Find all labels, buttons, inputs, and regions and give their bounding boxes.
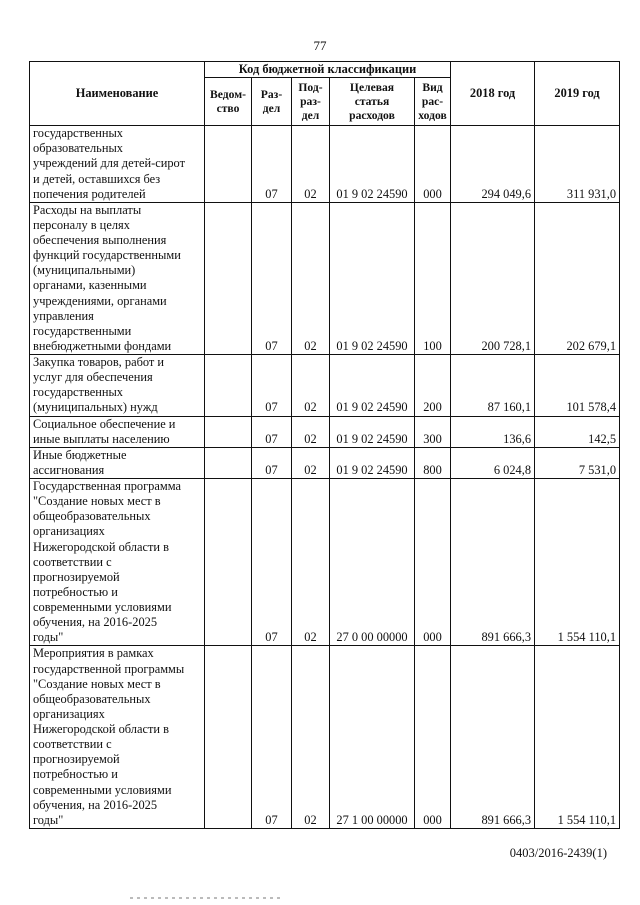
row-celevaya-statya: 01 9 02 24590	[330, 416, 415, 447]
scan-artifact	[130, 897, 280, 899]
row-celevaya-statya: 01 9 02 24590	[330, 126, 415, 203]
row-name: Государственная программа "Создание новых мест в общеобразовательных организациях Нижегородской области в соответствии с прогнозируемой потребностью и современными условиями обучения, на 2016-2025 годы"	[30, 479, 205, 646]
header-vid-rashodov: Вид рас- ходов	[415, 78, 451, 126]
row-amount-2018: 6 024,8	[451, 447, 535, 478]
row-name: Мероприятия в рамках государственной программы "Создание новых мест в общеобразовательных организациях Нижегородской области в соответствии с прогнозируемой потребностью и современными условиями обучения, на 2016-2025 годы"	[30, 646, 205, 829]
row-razdel: 07	[252, 126, 292, 203]
row-razdel: 07	[252, 202, 292, 354]
row-amount-2018: 294 049,6	[451, 126, 535, 203]
row-razdel: 07	[252, 416, 292, 447]
row-amount-2018: 87 160,1	[451, 355, 535, 417]
row-name: Социальное обеспечение и иные выплаты населению	[30, 416, 205, 447]
row-name: государственных образовательных учреждений для детей-сирот и детей, оставшихся без попечения родителей	[30, 126, 205, 203]
row-amount-2018: 136,6	[451, 416, 535, 447]
row-podrazdel: 02	[292, 416, 330, 447]
row-podrazdel: 02	[292, 126, 330, 203]
row-vid-rashodov: 200	[415, 355, 451, 417]
row-podrazdel: 02	[292, 479, 330, 646]
row-amount-2019: 311 931,0	[535, 126, 620, 203]
document-code: 0403/2016-2439(1)	[509, 846, 607, 860]
row-amount-2019: 7 531,0	[535, 447, 620, 478]
table-row	[30, 447, 620, 478]
row-amount-2018: 891 666,3	[451, 646, 535, 829]
row-vid-rashodov: 000	[415, 126, 451, 203]
table-row	[30, 646, 620, 829]
row-razdel: 07	[252, 646, 292, 829]
header-razdel: Раз- дел	[252, 78, 292, 126]
header-podrazdel: Под- раз- дел	[292, 78, 330, 126]
row-vid-rashodov: 800	[415, 447, 451, 478]
row-celevaya-statya: 01 9 02 24590	[330, 447, 415, 478]
row-name: Расходы на выплаты персоналу в целях обеспечения выполнения функций государственными (муниципальными) органами, казенными учреждениями, органами управления государственными внебюджетными фондами	[30, 202, 205, 354]
row-amount-2019: 142,5	[535, 416, 620, 447]
row-amount-2019: 1 554 110,1	[535, 646, 620, 829]
row-podrazdel: 02	[292, 646, 330, 829]
row-razdel: 07	[252, 447, 292, 478]
header-budget-code-group: Код бюджетной классификации	[205, 62, 451, 78]
row-vedomstvo	[205, 416, 252, 447]
header-2019: 2019 год	[535, 62, 620, 126]
row-vid-rashodov: 000	[415, 479, 451, 646]
page-number: 77	[313, 38, 327, 53]
row-vid-rashodov: 100	[415, 202, 451, 354]
header-name: Наименование	[30, 62, 205, 126]
row-celevaya-statya: 27 0 00 00000	[330, 479, 415, 646]
row-name: Иные бюджетные ассигнования	[30, 447, 205, 478]
table-row	[30, 126, 620, 203]
row-vedomstvo	[205, 646, 252, 829]
header-celevaya-statya: Целевая статья расходов	[330, 78, 415, 126]
row-vedomstvo	[205, 126, 252, 203]
row-amount-2019: 202 679,1	[535, 202, 620, 354]
row-celevaya-statya: 01 9 02 24590	[330, 202, 415, 354]
row-razdel: 07	[252, 479, 292, 646]
row-amount-2018: 200 728,1	[451, 202, 535, 354]
row-amount-2019: 1 554 110,1	[535, 479, 620, 646]
row-podrazdel: 02	[292, 355, 330, 417]
row-celevaya-statya: 27 1 00 00000	[330, 646, 415, 829]
row-vedomstvo	[205, 479, 252, 646]
row-vedomstvo	[205, 447, 252, 478]
row-vid-rashodov: 300	[415, 416, 451, 447]
row-vid-rashodov: 000	[415, 646, 451, 829]
row-vedomstvo	[205, 355, 252, 417]
row-amount-2018: 891 666,3	[451, 479, 535, 646]
table-row	[30, 202, 620, 354]
row-razdel: 07	[252, 355, 292, 417]
table-row	[30, 355, 620, 417]
header-2018: 2018 год	[451, 62, 535, 126]
table-row	[30, 416, 620, 447]
row-podrazdel: 02	[292, 447, 330, 478]
row-name: Закупка товаров, работ и услуг для обеспечения государственных (муниципальных) нужд	[30, 355, 205, 417]
row-celevaya-statya: 01 9 02 24590	[330, 355, 415, 417]
row-amount-2019: 101 578,4	[535, 355, 620, 417]
budget-table	[29, 61, 620, 829]
row-vedomstvo	[205, 202, 252, 354]
header-vedomstvo: Ведом- ство	[205, 78, 252, 126]
table-row	[30, 479, 620, 646]
row-podrazdel: 02	[292, 202, 330, 354]
